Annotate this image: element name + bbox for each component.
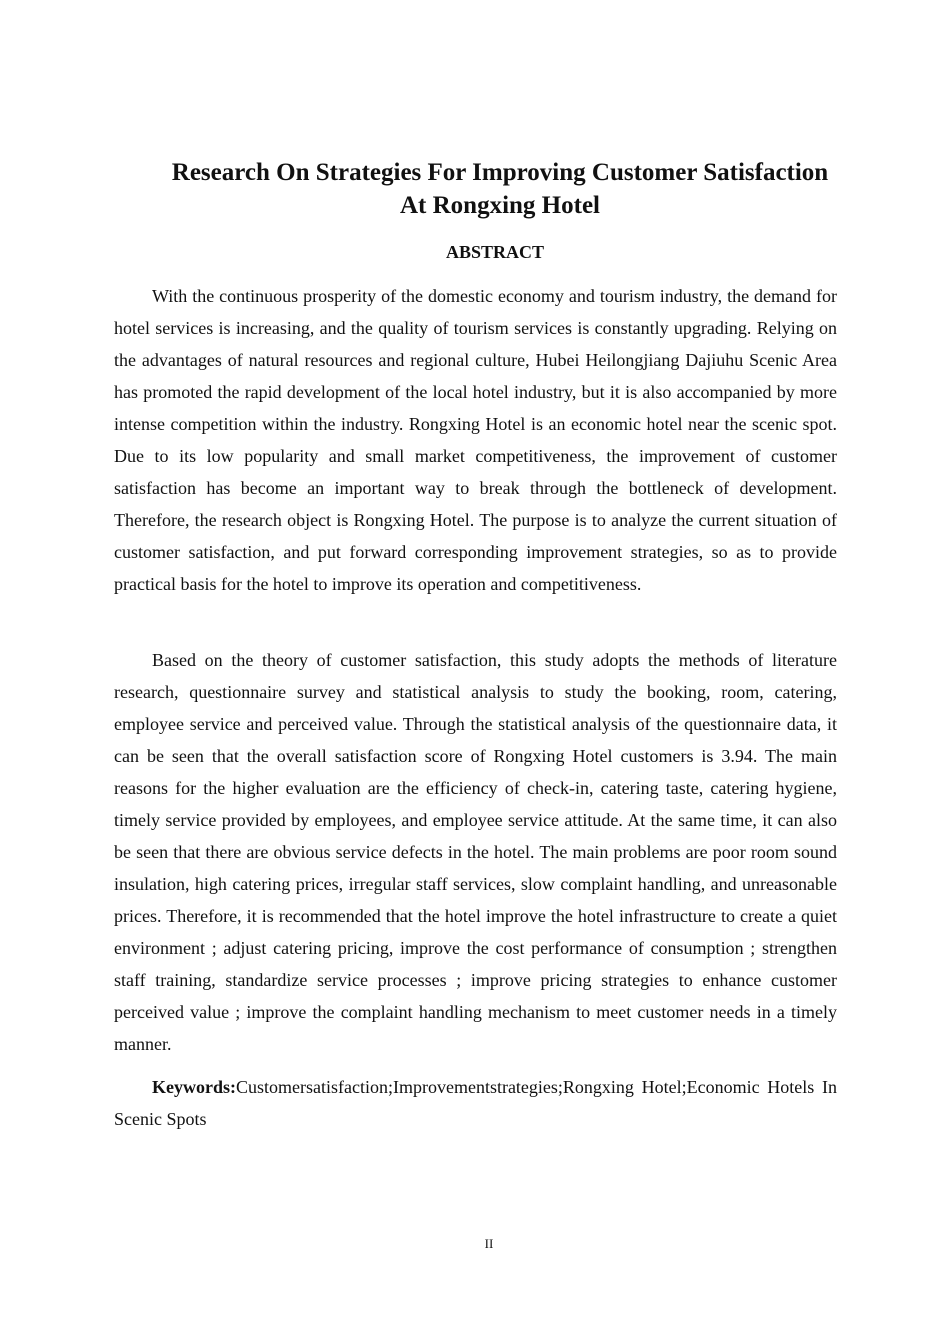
keywords-label: Keywords: bbox=[152, 1077, 236, 1097]
keywords-line bbox=[114, 1071, 837, 1135]
abstract-paragraph-2: Based on the theory of customer satisfaction, this study adopts the methods of literature research, questionnaire survey and statistical analysis to study the booking, room, catering, employee service and perceived value. Through the statistical analysis of the questionnaire data, it can be seen that the overall satisfaction score of Rongxing Hotel customers is 3.94. The main reasons for the higher evaluation are the efficiency of check-in, catering taste, catering hygiene, timely service provided by employees, and employee service attitude. At the same time, it can also be seen that there are obvious service defects in the hotel. The main problems are poor room sound insulation, high catering prices, irregular staff services, slow complaint handling, and unreasonable prices. Therefore, it is recommended that the hotel improve the hotel infrastructure to create a quiet environment ; adjust catering pricing, improve the cost performance of consumption ; strengthen staff training, standardize service processes ; improve pricing strategies to enhance customer perceived value ; improve the complaint handling mechanism to meet customer needs in a timely manner. bbox=[114, 650, 837, 1054]
title-line-1: Research On Strategies For Improving Customer Satisfaction bbox=[171, 159, 829, 186]
abstract-heading: ABSTRACT bbox=[445, 242, 545, 262]
keywords-text: Customersatisfaction;Improvementstrategies;Rongxing Hotel;Economic Hotels In Scenic Spots bbox=[114, 1077, 837, 1129]
document-title bbox=[140, 156, 860, 222]
page-number: II bbox=[484, 1236, 494, 1251]
title-line-2: At Rongxing Hotel bbox=[400, 192, 600, 219]
abstract-paragraph-1: With the continuous prosperity of the domestic economy and tourism industry, the demand for hotel services is increasing, and the quality of tourism services is constantly upgrading. Relying on the advantages of natural resources and regional culture, Hubei Heilongjiang Dajiuhu Scenic Area has promoted the rapid development of the local hotel industry, but it is also accompanied by more intense competition within the industry. Rongxing Hotel is an economic hotel near the scenic spot. Due to its low popularity and small market competitiveness, the improvement of customer satisfaction has become an important way to break through the bottleneck of development. Therefore, the research object is Rongxing Hotel. The purpose is to analyze the current situation of customer satisfaction, and put forward corresponding improvement strategies, so as to provide practical basis for the hotel to improve its operation and competitiveness. bbox=[114, 286, 837, 594]
